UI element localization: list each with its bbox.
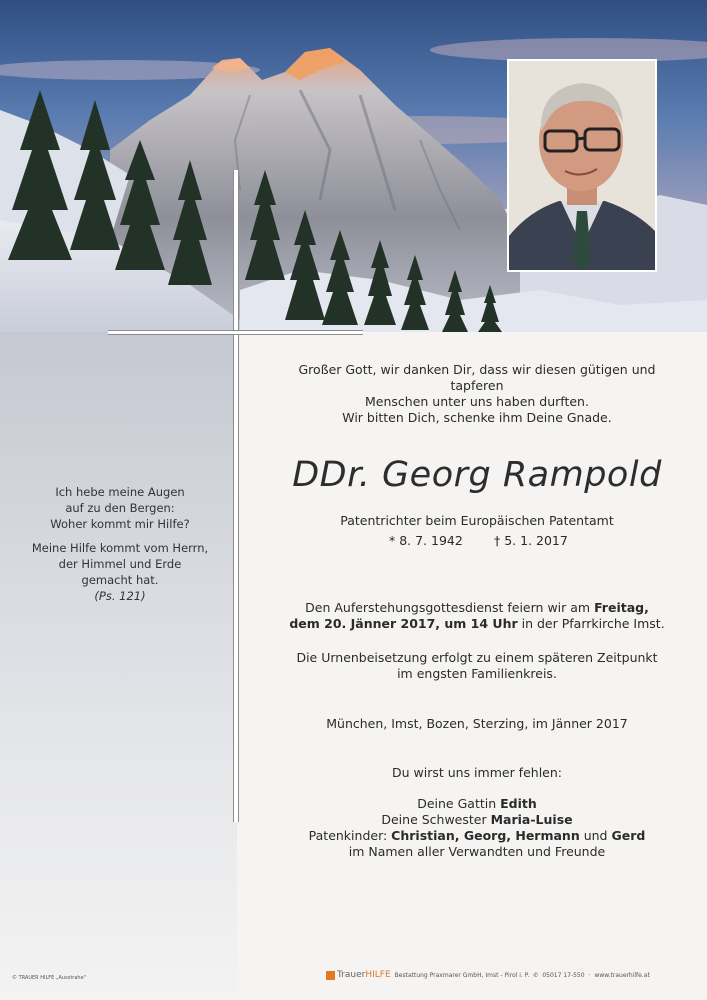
portrait-photo [507, 59, 657, 272]
intro-prayer [272, 362, 682, 410]
cross-beam [108, 330, 363, 335]
copyright-note: © TRAUER HILFE „Ausstrahe" [12, 975, 86, 981]
service-pre: Den Auferstehungsgottesdienst feiern wir am [305, 600, 595, 615]
phone-number: 05017 17-550 [542, 971, 585, 979]
place-date-block [272, 716, 682, 732]
wife-name: Edith [500, 796, 537, 811]
intro-line: Menschen unter uns haben durften. [365, 394, 589, 409]
logo-text: TrauerHILFE [337, 970, 391, 980]
birth-date: * 8. 7. 1942 [389, 533, 463, 548]
mourners-list [272, 796, 682, 860]
psalm-line: gemacht hat. [81, 573, 159, 587]
company-name: Bestattung Praxmarer GmbH, Imst - Pirol i. P. [394, 971, 530, 979]
urn-line: im engsten Familienkreis. [397, 666, 557, 681]
blessing [272, 410, 682, 426]
website-link[interactable]: www.trauerhilfe.at [594, 971, 650, 979]
left-gradient-panel [0, 332, 237, 1000]
deceased-title-block [272, 513, 682, 529]
psalm-quote [30, 484, 210, 604]
psalm-line: Meine Hilfe kommt vom Herrn, [31, 541, 209, 555]
urn-line: Die Urnenbeisetzung erfolgt zu einem späteren Zeitpunkt [296, 650, 658, 665]
intro-line: Großer Gott, wir danken Dir, dass wir diesen gütigen und tapferen [298, 362, 656, 393]
missed-block [272, 765, 682, 781]
sister-name: Maria-Luise [490, 812, 573, 827]
godchildren-label: Patenkinder: [308, 828, 392, 843]
deceased-name-block [272, 455, 682, 495]
psalm-line: auf zu den Bergen: [65, 501, 175, 515]
sister-label: Deine Schwester [381, 812, 491, 827]
service-day: Freitag, [594, 600, 649, 615]
deceased-name: DDr. Georg Rampold [292, 455, 662, 495]
blessing-line: Wir bitten Dich, schenke ihm Deine Gnade. [342, 410, 612, 425]
wife-label: Deine Gattin [417, 796, 501, 811]
death-date: † 5. 1. 2017 [494, 533, 568, 548]
service-date: dem 20. Jänner 2017, um 14 Uhr [289, 616, 518, 631]
place-date: München, Imst, Bozen, Sterzing, im Jänner 2017 [326, 716, 628, 731]
cross-icon [233, 170, 239, 822]
godchild-last: Gerd [611, 828, 646, 843]
und-word: und [579, 828, 612, 843]
psalm-reference: (Ps. 121) [94, 589, 146, 603]
trauerhilfe-logo-icon [326, 971, 335, 980]
psalm-line: der Himmel und Erde [58, 557, 182, 571]
urn-info [272, 650, 682, 682]
service-post: in der Pfarrkirche Imst. [517, 616, 665, 631]
footer-bar: TrauerHILFE Bestattung Praxmarer GmbH, Imst - Pirol i. P. ✆ 05017 17-550 · www.trauerhilfe.at [326, 969, 650, 981]
relatives-line: im Namen aller Verwandten und Freunde [348, 844, 606, 859]
service-info [272, 600, 682, 632]
godchildren-names: Christian, Georg, Hermann [391, 828, 580, 843]
phone-icon: ✆ [533, 971, 539, 979]
psalm-line: Woher kommt mir Hilfe? [50, 517, 190, 531]
deceased-title: Patentrichter beim Europäischen Patentamt [340, 513, 614, 528]
missed-line: Du wirst uns immer fehlen: [391, 765, 562, 780]
psalm-line: Ich hebe meine Augen [55, 485, 185, 499]
